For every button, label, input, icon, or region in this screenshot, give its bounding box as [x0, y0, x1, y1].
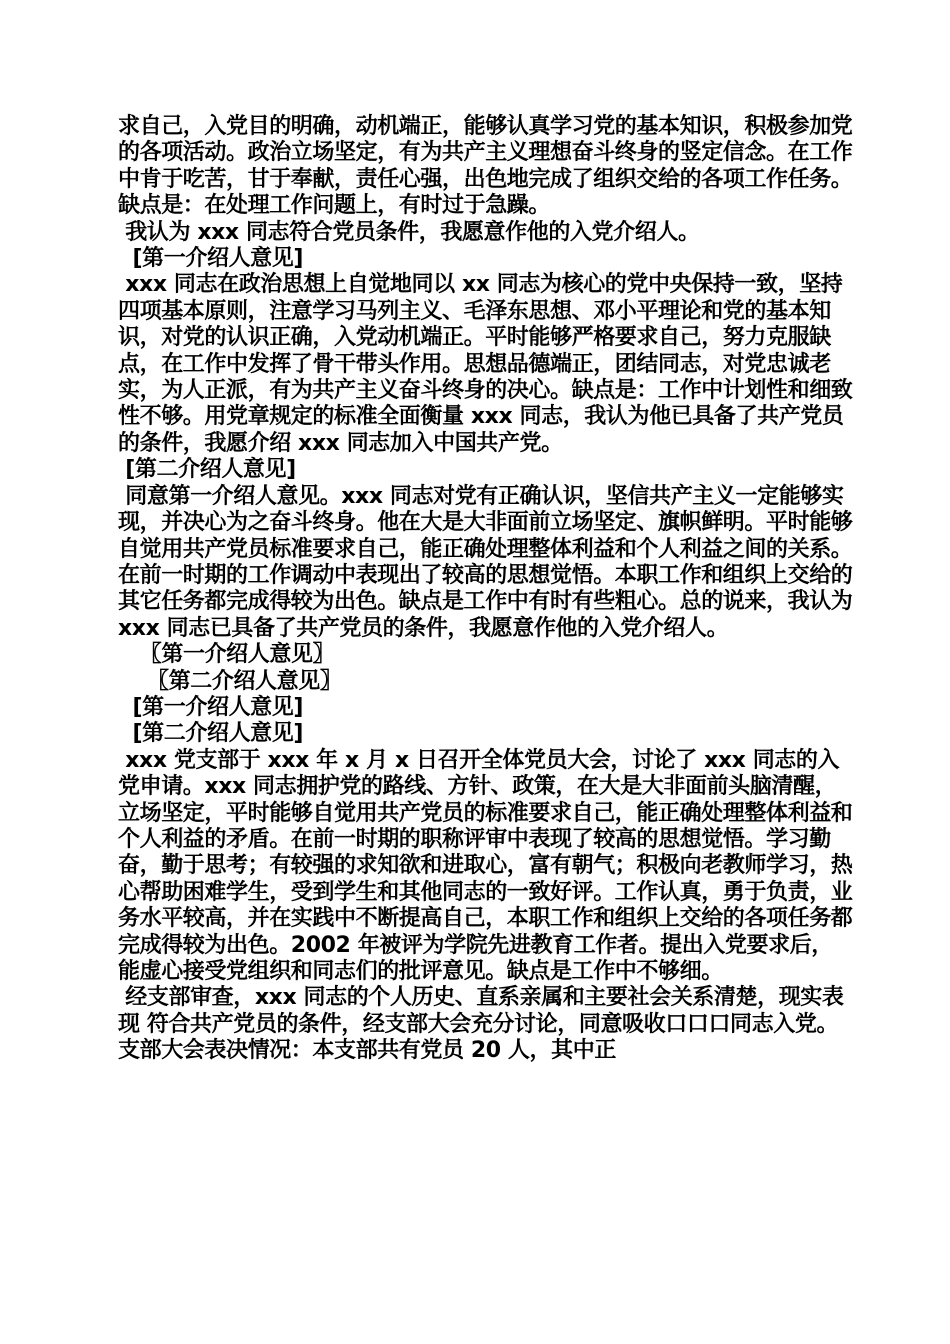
paragraph-first-introducer-opinion: xxx 同志在政治思想上自觉地同以 xx 同志为核心的党中央保持一致，坚持四项基本原则，注意学习马列主义、毛泽东思想、邓小平理论和党的基本知识，对党的认识正确，入党动机端正。平时能够严格要求自己，努力克服缺点，在工作中发挥了骨干带头作用。思想品德端正，团结同志，对党忠诚老实，为人正派，有为共产主义奋斗终身的决心。缺点是：工作中计划性和细致性不够。用党章规定的标准全面衡量 xxx 同志，我认为他已具备了共产党员的条件，我愿介绍 xxx 同志加入中国共产党。: [118, 272, 853, 456]
document-page: [118, 114, 860, 1065]
heading-first-introducer-repeat: [第一介绍人意见]: [118, 694, 304, 720]
heading-second-introducer: [第二介绍人意见]: [118, 457, 296, 483]
paragraph-introducer-statement: 我认为 xxx 同志符合党员条件，我愿意作他的入党介绍人。: [118, 219, 700, 245]
paragraph-self-evaluation: 求自己，入党目的明确，动机端正，能够认真学习党的基本知识，积极参加党的各项活动。政治立场坚定，有为共产主义理想奋斗终身的竖定信念。在工作中肯于吃苦，甘于奉献，责任心强，出色地完成了组织交给的各项工作任务。缺点是：在处理工作问题上，有时过于急躁。: [118, 114, 853, 219]
paragraph-branch-review: 经支部审查，xxx 同志的个人历史、直系亲属和主要社会关系清楚，现实表现 符合共产党员的条件，经支部大会充分讨论，同意吸收口口口同志入党。支部大会表决情况：本支部共有党员 20 人，其中正: [118, 985, 844, 1064]
heading-second-introducer-repeat: [第二介绍人意见]: [118, 721, 304, 747]
heading-first-introducer: [第一介绍人意见]: [118, 246, 304, 272]
heading-second-introducer-alt: 〖第二介绍人意见〗: [118, 668, 342, 694]
paragraph-branch-meeting: xxx 党支部于 xxx 年 x 月 x 日召开全体党员大会，讨论了 xxx 同志的入党申请。xxx 同志拥护党的路线、方针、政策，在大是大非面前头脑清醒，立场坚定，平时能够自觉用共产党员的标准要求自己，能正确处理整体利益和个人利益的矛盾。在前一时期的职称评审中表现了较高的思想觉悟。学习勤奋，勤于思考；有较强的求知欲和进取心，富有朝气；积极向老教师学习，热心帮助困难学生，受到学生和其他同志的一致好评。工作认真，勇于负责，业务水平较高，并在实践中不断提高自己，本职工作和组织上交给的各项任务都完成得较为出色。2002 年被评为学院先进教育工作者。提出入党要求后，能虚心接受党组织和同志们的批评意见。缺点是工作中不够细。: [118, 747, 853, 984]
heading-first-introducer-alt: 〖第一介绍人意见〗: [118, 642, 335, 668]
paragraph-second-introducer-opinion: 同意第一介绍人意见。xxx 同志对党有正确认识，坚信共产主义一定能够实现，并决心为之奋斗终身。他在大是大非面前立场坚定、旗帜鲜明。平时能够自觉用共产党员标准要求自己，能正确处理整体利益和个人利益之间的关系。在前一时期的工作调动中表现出了较高的思想觉悟。本职工作和组织上交给的其它任务都完成得较为出色。缺点是工作中有时有些粗心。总的说来，我认为 xxx 同志已具备了共产党员的条件，我愿意作他的入党介绍人。: [118, 483, 860, 641]
